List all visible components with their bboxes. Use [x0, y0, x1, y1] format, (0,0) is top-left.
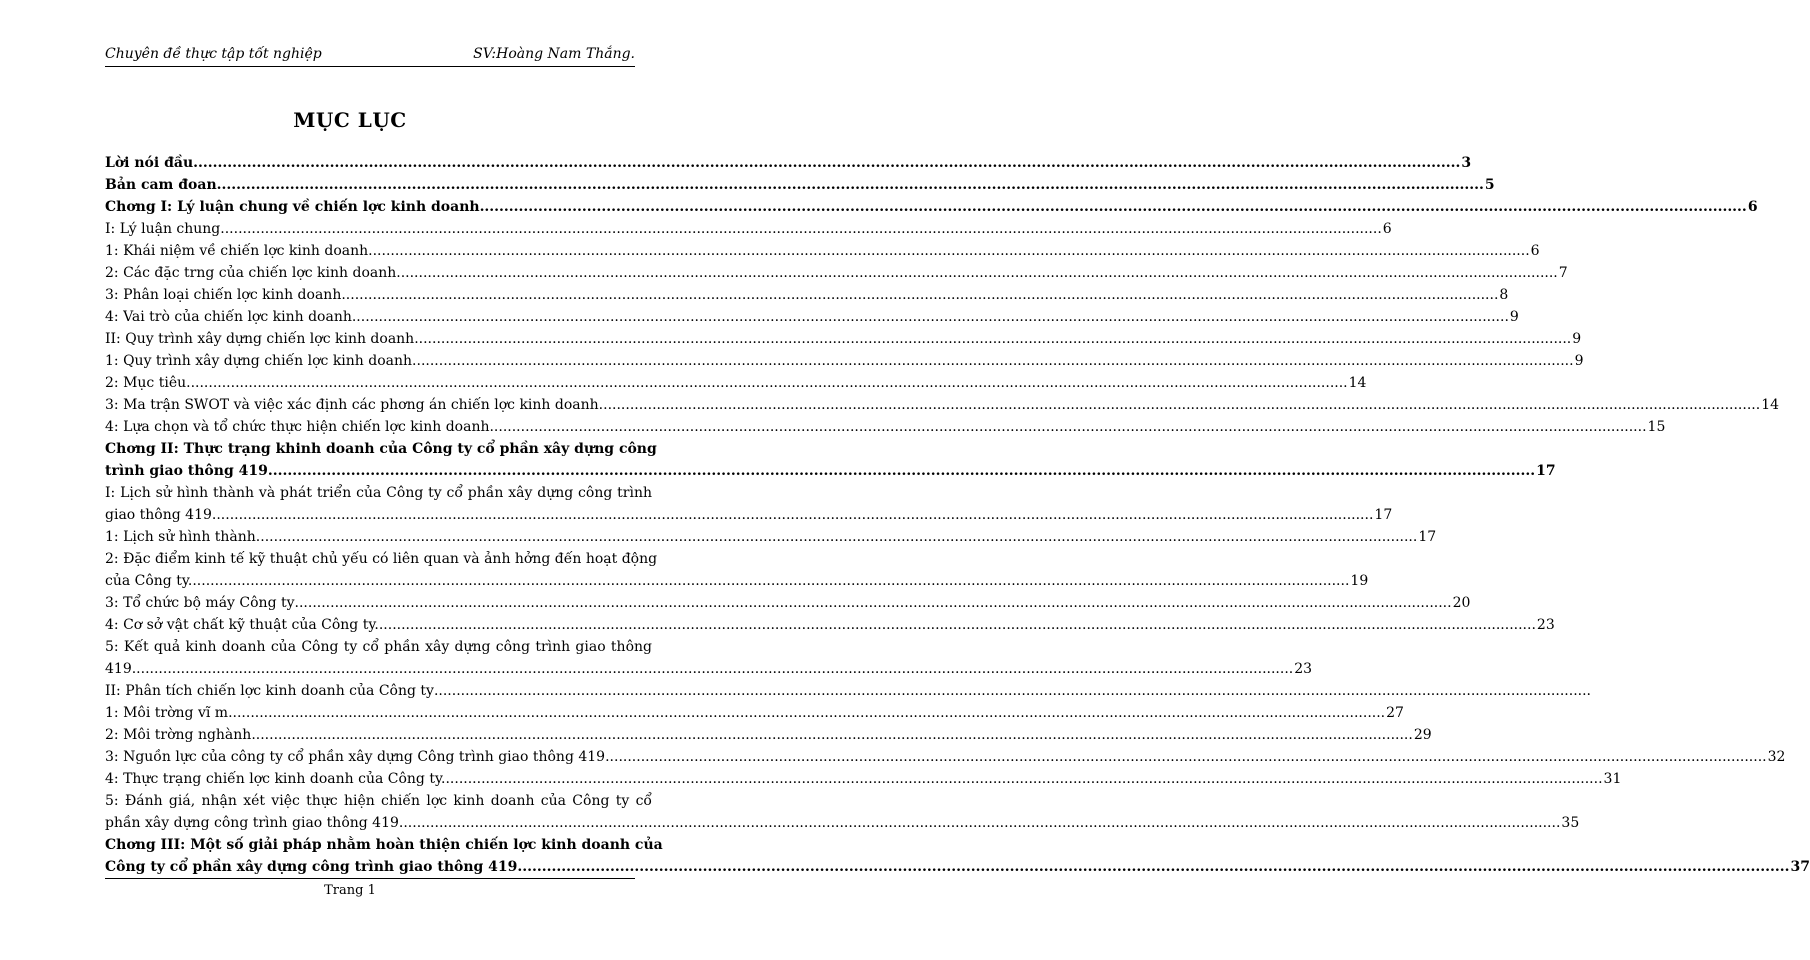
toc-dot-leader: .................................................................................................................................................................................................................................................................... [609, 749, 1767, 765]
toc-entry[interactable] [105, 746, 1786, 768]
toc-dot-leader: .................................................................................................................................................................................................................................................................... [433, 683, 1591, 699]
table-of-contents [105, 152, 1810, 878]
toc-entry-text: II: Phân tích chiến lợc kinh doanh của Công ty [105, 683, 434, 699]
toc-entry-text: 1: Môi trờng vĩ m [105, 705, 229, 721]
toc-entry[interactable] [105, 218, 1392, 240]
toc-entry-text: phần xây dựng công trình giao thông 419. [105, 815, 404, 831]
toc-entry[interactable] [105, 790, 1580, 834]
toc-entry-text: trình giao thông 419 [105, 463, 268, 479]
toc-entry[interactable] [105, 394, 1780, 416]
toc-dot-leader: .................................................................................................................................................................................................................................................................... [192, 573, 1350, 589]
toc-entry-text: 4: Lựa chọn và tổ chức thực hiện chiến lợc kinh doanh [105, 419, 490, 435]
toc-entry-text: 1: Khái niệm về chiến lợc kinh doanh. [105, 243, 373, 259]
toc-page-number: 3 [1461, 155, 1472, 171]
toc-dot-leader: .................................................................................................................................................................................................................................................................... [445, 771, 1603, 787]
toc-entry[interactable] [105, 240, 1540, 262]
toc-entry[interactable] [105, 306, 1519, 328]
toc-entry[interactable] [105, 372, 1367, 394]
toc-dot-leader: .................................................................................................................................................................................................................................................................... [224, 221, 1382, 237]
toc-dot-leader: .................................................................................................................................................................................................................................................................... [267, 463, 1536, 479]
toc-entry-text: 1: Quy trình xây dựng chiến lợc kinh doanh. [105, 353, 417, 369]
toc-entry[interactable] [105, 702, 1404, 724]
toc-page-number: 9 [1574, 353, 1584, 369]
toc-page-number: 7 [1558, 265, 1568, 281]
toc-entry[interactable] [105, 680, 1591, 702]
toc-dot-leader: .................................................................................................................................................................................................................................................................... [216, 177, 1484, 193]
toc-dot-leader: .................................................................................................................................................................................................................................................................... [193, 155, 1461, 171]
toc-dot-leader: .................................................................................................................................................................................................................................................................... [400, 265, 1558, 281]
toc-page-number: 17 [1418, 529, 1437, 545]
toc-dot-leader: .................................................................................................................................................................................................................................................................... [522, 859, 1790, 875]
toc-entry[interactable] [105, 262, 1568, 284]
toc-page-number: 35 [1561, 815, 1580, 831]
toc-page-number: 6 [1530, 243, 1540, 259]
toc-page-number: 31 [1603, 771, 1622, 787]
toc-entry-text: 3: Ma trận SWOT và việc xác định các phơng án chiến lợc kinh doanh. [105, 397, 604, 413]
toc-entry[interactable] [105, 438, 1556, 482]
toc-entry-text-first-line: 2: Đặc điểm kinh tế kỹ thuật chủ yếu có liên quan và ảnh hởng đến hoạt động [105, 551, 658, 567]
toc-entry-text: 3: Nguồn lực của công ty cổ phần xây dựng Công trình giao thông 419. [105, 749, 610, 765]
toc-entry[interactable] [105, 284, 1509, 306]
toc-dot-leader: .................................................................................................................................................................................................................................................................... [216, 507, 1374, 523]
toc-entry-text-first-line: Chơng III: Một số giải pháp nhằm hoàn thiện chiến lợc kinh doanh của [105, 837, 663, 853]
toc-entry[interactable] [105, 592, 1471, 614]
toc-entry-text-first-line: I: Lịch sử hình thành và phát triển của Công ty cổ phần xây dựng công trình [105, 485, 652, 501]
toc-page-number: 14 [1348, 375, 1367, 391]
toc-dot-leader: .................................................................................................................................................................................................................................................................... [372, 243, 1530, 259]
toc-page-number: 6 [1747, 199, 1758, 215]
toc-entry-text-first-line: 5: Đánh giá, nhận xét việc thực hiện chiến lợc kinh doanh của Công ty cổ [105, 793, 652, 809]
toc-dot-leader: .................................................................................................................................................................................................................................................................... [136, 661, 1294, 677]
toc-dot-leader: .................................................................................................................................................................................................................................................................... [414, 331, 1572, 347]
toc-entry-text: 4: Thực trạng chiến lợc kinh doanh của Công ty. [105, 771, 446, 787]
toc-page-number: 6 [1382, 221, 1392, 237]
toc-dot-leader: .................................................................................................................................................................................................................................................................... [489, 419, 1647, 435]
header-left-text: Chuyên đề thực tập tốt nghiệp [105, 46, 322, 62]
toc-entry[interactable] [105, 768, 1622, 790]
toc-page-number: 37 [1790, 859, 1810, 875]
toc-entry-text: 3: Tổ chức bộ máy Công ty [105, 595, 295, 611]
toc-entry[interactable] [105, 482, 1393, 526]
toc-entry-text: 4: Vai trò của chiến lợc kinh doanh [105, 309, 352, 325]
toc-dot-leader: .................................................................................................................................................................................................................................................................... [351, 309, 1509, 325]
toc-entry-text: Chơng I: Lý luận chung về chiến lợc kinh doanh [105, 199, 480, 215]
toc-entry-text: 1: Lịch sử hình thành. [105, 529, 261, 545]
toc-entry-text: Công ty cổ phần xây dựng công trình giao thông 419. [105, 859, 523, 875]
toc-entry[interactable] [105, 328, 1582, 350]
toc-entry-text: Bản cam đoan [105, 177, 217, 193]
toc-entry[interactable] [105, 152, 1472, 174]
toc-entry-text: 2: Các đặc trng của chiến lợc kinh doanh. [105, 265, 401, 281]
toc-page-number: 5 [1484, 177, 1495, 193]
toc-entry-text: I: Lý luận chung. [105, 221, 225, 237]
toc-page-number: 20 [1452, 595, 1471, 611]
toc-dot-leader: .................................................................................................................................................................................................................................................................... [228, 705, 1386, 721]
toc-dot-leader: .................................................................................................................................................................................................................................................................... [603, 397, 1761, 413]
toc-entry-text: của Công ty. [105, 573, 193, 589]
toc-page-number: 9 [1572, 331, 1582, 347]
toc-entry-text-first-line: Chơng II: Thực trạng khinh doanh của Công ty cổ phần xây dựng công [105, 441, 657, 457]
toc-dot-leader: .................................................................................................................................................................................................................................................................... [255, 727, 1413, 743]
toc-dot-leader: .................................................................................................................................................................................................................................................................... [416, 353, 1574, 369]
toc-dot-leader: .................................................................................................................................................................................................................................................................... [294, 595, 1452, 611]
toc-entry-text: 419. [105, 661, 137, 677]
toc-dot-leader: .................................................................................................................................................................................................................................................................... [479, 199, 1747, 215]
toc-page-number: 17 [1374, 507, 1393, 523]
toc-entry[interactable] [105, 416, 1666, 438]
toc-entry-text: 2: Môi trờng nghành. [105, 727, 256, 743]
toc-entry[interactable] [105, 526, 1437, 548]
toc-page-number: 8 [1499, 287, 1509, 303]
toc-dot-leader: .................................................................................................................................................................................................................................................................... [403, 815, 1561, 831]
toc-entry[interactable] [105, 196, 1758, 218]
page-title: MỤC LỤC [293, 108, 407, 132]
page-header [105, 42, 635, 67]
footer-divider [105, 878, 635, 879]
toc-page-number: 23 [1536, 617, 1555, 633]
toc-entry[interactable] [105, 350, 1584, 372]
toc-entry-text-first-line: 5: Kết quả kinh doanh của Công ty cổ phần xây dựng công trình giao thông [105, 639, 652, 655]
toc-dot-leader: .................................................................................................................................................................................................................................................................... [378, 617, 1536, 633]
toc-entry-text: II: Quy trình xây dựng chiến lợc kinh doanh [105, 331, 415, 347]
toc-page-number: 23 [1294, 661, 1313, 677]
toc-page-number: 19 [1350, 573, 1369, 589]
toc-entry-text: 2: Mục tiêu. [105, 375, 191, 391]
toc-page-number: 32 [1767, 749, 1786, 765]
toc-entry[interactable] [105, 614, 1555, 636]
toc-dot-leader: .................................................................................................................................................................................................................................................................... [341, 287, 1499, 303]
toc-page-number: 27 [1386, 705, 1404, 721]
toc-page-number: 17 [1536, 463, 1556, 479]
toc-dot-leader: .................................................................................................................................................................................................................................................................... [260, 529, 1418, 545]
toc-page-number: 14 [1761, 397, 1780, 413]
toc-page-number: 29 [1413, 727, 1432, 743]
toc-entry[interactable] [105, 548, 1369, 592]
toc-entry-text: 3: Phân loại chiến lợc kinh doanh [105, 287, 342, 303]
toc-entry[interactable] [105, 174, 1495, 196]
toc-entry[interactable] [105, 834, 1810, 878]
toc-entry-text: 4: Cơ sở vật chất kỹ thuật của Công ty. [105, 617, 379, 633]
toc-entry[interactable] [105, 636, 1313, 680]
toc-page-number: 9 [1509, 309, 1519, 325]
toc-entry-text: giao thông 419. [105, 507, 217, 523]
toc-page-number: 15 [1647, 419, 1666, 435]
toc-entry-text: Lời nói đầu [105, 155, 194, 171]
header-right-text: SV:Hoàng Nam Thắng. [473, 46, 635, 62]
toc-entry[interactable] [105, 724, 1432, 746]
toc-dot-leader: .................................................................................................................................................................................................................................................................... [190, 375, 1348, 391]
page-footer: Trang 1 [324, 883, 376, 898]
